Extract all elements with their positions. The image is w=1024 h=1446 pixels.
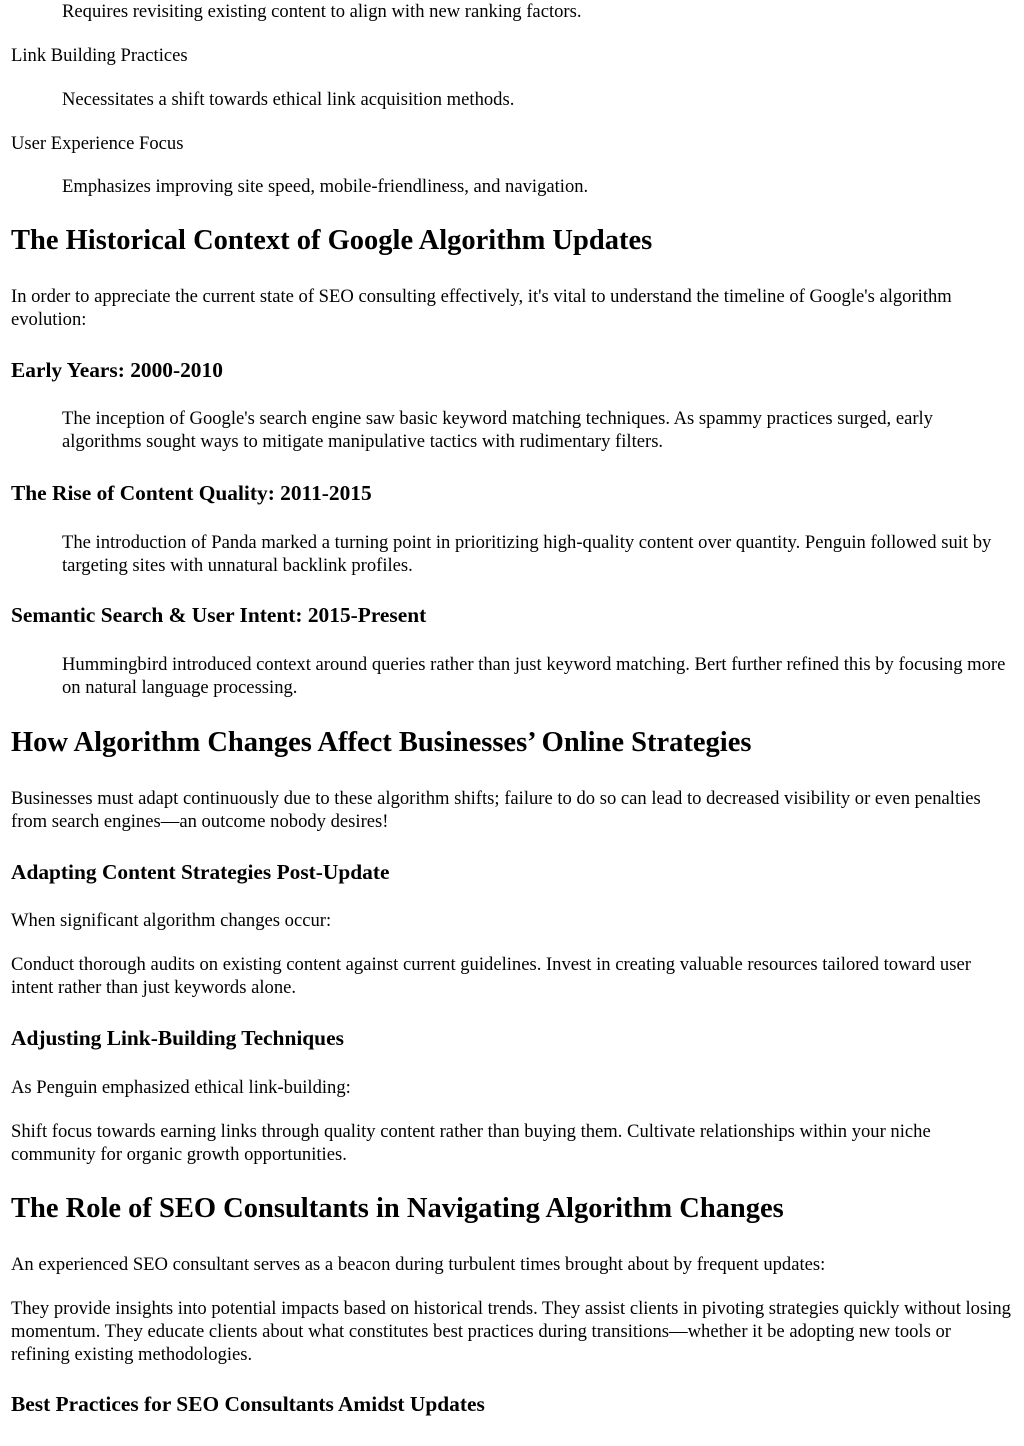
era-description: The inception of Google's search engine saw basic keyword matching techniques. As spammy practices surged, early algorithms sought ways to mitigate manipulative tactics with rudimentary filters.	[62, 408, 933, 452]
link-building-heading: Adjusting Link-Building Techniques	[11, 1026, 344, 1050]
era-heading: Semantic Search & User Intent: 2015-Present	[11, 603, 427, 627]
definition-description: Requires revisiting existing content to align with new ranking factors.	[62, 1, 582, 22]
content-strategies-heading: Adapting Content Strategies Post-Update	[11, 860, 390, 884]
seo-consultants-intro: An experienced SEO consultant serves as a beacon during turbulent times brought about by frequent updates:	[11, 1254, 826, 1275]
era-description: The introduction of Panda marked a turning point in prioritizing high-quality content over quantity. Penguin followed suit by targeting sites with unnatural backlink profiles.	[62, 532, 992, 576]
historical-context-heading: The Historical Context of Google Algorithm Updates	[11, 225, 653, 256]
content-strategies-lead: When significant algorithm changes occur:	[11, 910, 332, 931]
seo-consultants-text: They provide insights into potential impacts based on historical trends. They assist clients in pivoting strategies quickly without losing momentum. They educate clients about what constitutes best practices during transitions—whether it be adopting new tools or refining existing methodologies.	[11, 1298, 1011, 1365]
era-heading: The Rise of Content Quality: 2011-2015	[11, 481, 372, 505]
era-heading: Early Years: 2000-2010	[11, 358, 223, 382]
business-strategies-intro: Businesses must adapt continuously due to these algorithm shifts; failure to do so can lead to decreased visibility or even penalties from search engines—an outcome nobody desires!	[11, 788, 981, 832]
best-practices-heading: Best Practices for SEO Consultants Amidst Updates	[11, 1392, 485, 1416]
link-building-text: Shift focus towards earning links through quality content rather than buying them. Cultivate relationships within your niche community for organic growth opportunities.	[11, 1121, 931, 1165]
content-strategies-text: Conduct thorough audits on existing content against current guidelines. Invest in creating valuable resources tailored toward user intent rather than just keywords alone.	[11, 954, 971, 998]
era-description: Hummingbird introduced context around queries rather than just keyword matching. Bert further refined this by focusing more on natural language processing.	[62, 654, 1006, 698]
definition-term: Link Building Practices	[11, 45, 188, 66]
historical-context-intro: In order to appreciate the current state of SEO consulting effectively, it's vital to understand the timeline of Google's algorithm evolution:	[11, 286, 952, 330]
definition-description: Emphasizes improving site speed, mobile-friendliness, and navigation.	[62, 176, 589, 197]
definition-description: Necessitates a shift towards ethical link acquisition methods.	[62, 89, 515, 110]
business-strategies-heading: How Algorithm Changes Affect Businesses’ Online Strategies	[11, 727, 752, 758]
link-building-lead: As Penguin emphasized ethical link-building:	[11, 1077, 351, 1098]
definition-term: User Experience Focus	[11, 133, 184, 154]
seo-consultants-heading: The Role of SEO Consultants in Navigating Algorithm Changes	[11, 1193, 784, 1224]
